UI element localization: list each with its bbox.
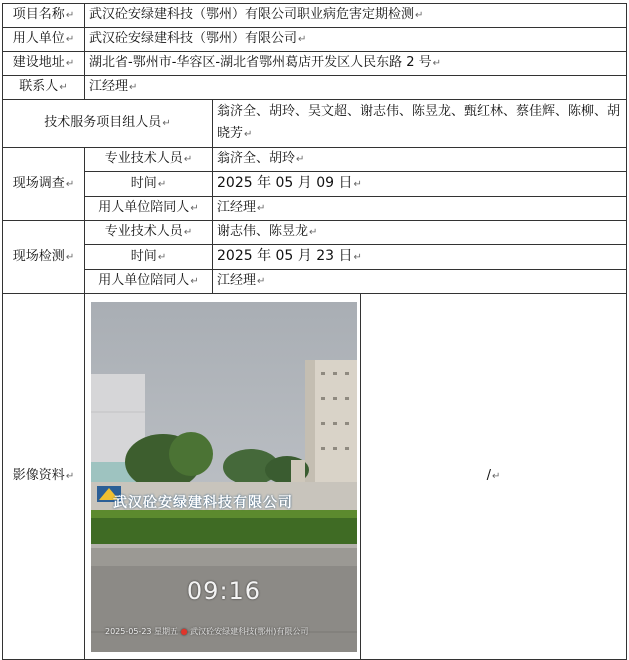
- record-form-table: [2, 3, 627, 660]
- company-sign: 武汉砼安绿建科技有限公司: [113, 494, 293, 511]
- address-label: 建设地址↵: [3, 52, 85, 76]
- survey-staff-label: 专业技术人员↵: [85, 148, 213, 172]
- contact-label: 联系人↵: [3, 76, 85, 100]
- row-survey-staff: [3, 148, 627, 172]
- project-name-label: 项目名称↵: [3, 4, 85, 28]
- row-project-name: [3, 4, 627, 28]
- team-label: 技术服务项目组人员↵: [3, 100, 213, 148]
- row-employer: [3, 28, 627, 52]
- row-testing-escort: [3, 270, 627, 294]
- testing-escort-value: 江经理↵: [213, 270, 627, 294]
- survey-time-label: 时间↵: [85, 172, 213, 197]
- row-images: [3, 294, 627, 660]
- survey-staff-value: 翁济全、胡玲↵: [213, 148, 627, 172]
- testing-time-value: 2025 年 05 月 23 日↵: [213, 245, 627, 270]
- photo-cell: [85, 294, 361, 660]
- testing-escort-label: 用人单位陪同人↵: [85, 270, 213, 294]
- testing-label: 现场检测↵: [3, 221, 85, 294]
- team-value: 翁济全、胡玲、吴文超、谢志伟、陈昱龙、甄红林、蔡佳辉、陈柳、胡晓芳↵: [213, 100, 627, 148]
- images-right-cell: /↵: [361, 294, 627, 660]
- row-team: [3, 100, 627, 148]
- row-testing-staff: [3, 221, 627, 245]
- watermark-stamp: [105, 621, 308, 643]
- watermark-time: 09:16: [186, 576, 262, 605]
- survey-label: 现场调查↵: [3, 148, 85, 221]
- site-photo: [91, 302, 357, 652]
- contact-value: 江经理↵: [85, 76, 627, 100]
- testing-staff-value: 谢志伟、陈昱龙↵: [213, 221, 627, 245]
- testing-staff-label: 专业技术人员↵: [85, 221, 213, 245]
- employer-label: 用人单位↵: [3, 28, 85, 52]
- row-contact: [3, 76, 627, 100]
- row-testing-time: [3, 245, 627, 270]
- watermark-location: 武汉砼安绿建科技(鄂州)有限公司: [190, 626, 309, 636]
- survey-escort-value: 江经理↵: [213, 197, 627, 221]
- project-name-value: 武汉砼安绿建科技（鄂州）有限公司职业病危害定期检测↵: [85, 4, 627, 28]
- location-pin-icon: ●: [180, 626, 188, 636]
- row-survey-escort: [3, 197, 627, 221]
- images-label: 影像资料↵: [3, 294, 85, 660]
- employer-value: 武汉砼安绿建科技（鄂州）有限公司↵: [85, 28, 627, 52]
- row-survey-time: [3, 172, 627, 197]
- survey-escort-label: 用人单位陪同人↵: [85, 197, 213, 221]
- address-value: 湖北省-鄂州市-华容区-湖北省鄂州葛店开发区人民东路 2 号↵: [85, 52, 627, 76]
- watermark-date: 2025-05-23 星期五: [105, 626, 179, 636]
- survey-time-value: 2025 年 05 月 09 日↵: [213, 172, 627, 197]
- testing-time-label: 时间↵: [85, 245, 213, 270]
- row-address: [3, 52, 627, 76]
